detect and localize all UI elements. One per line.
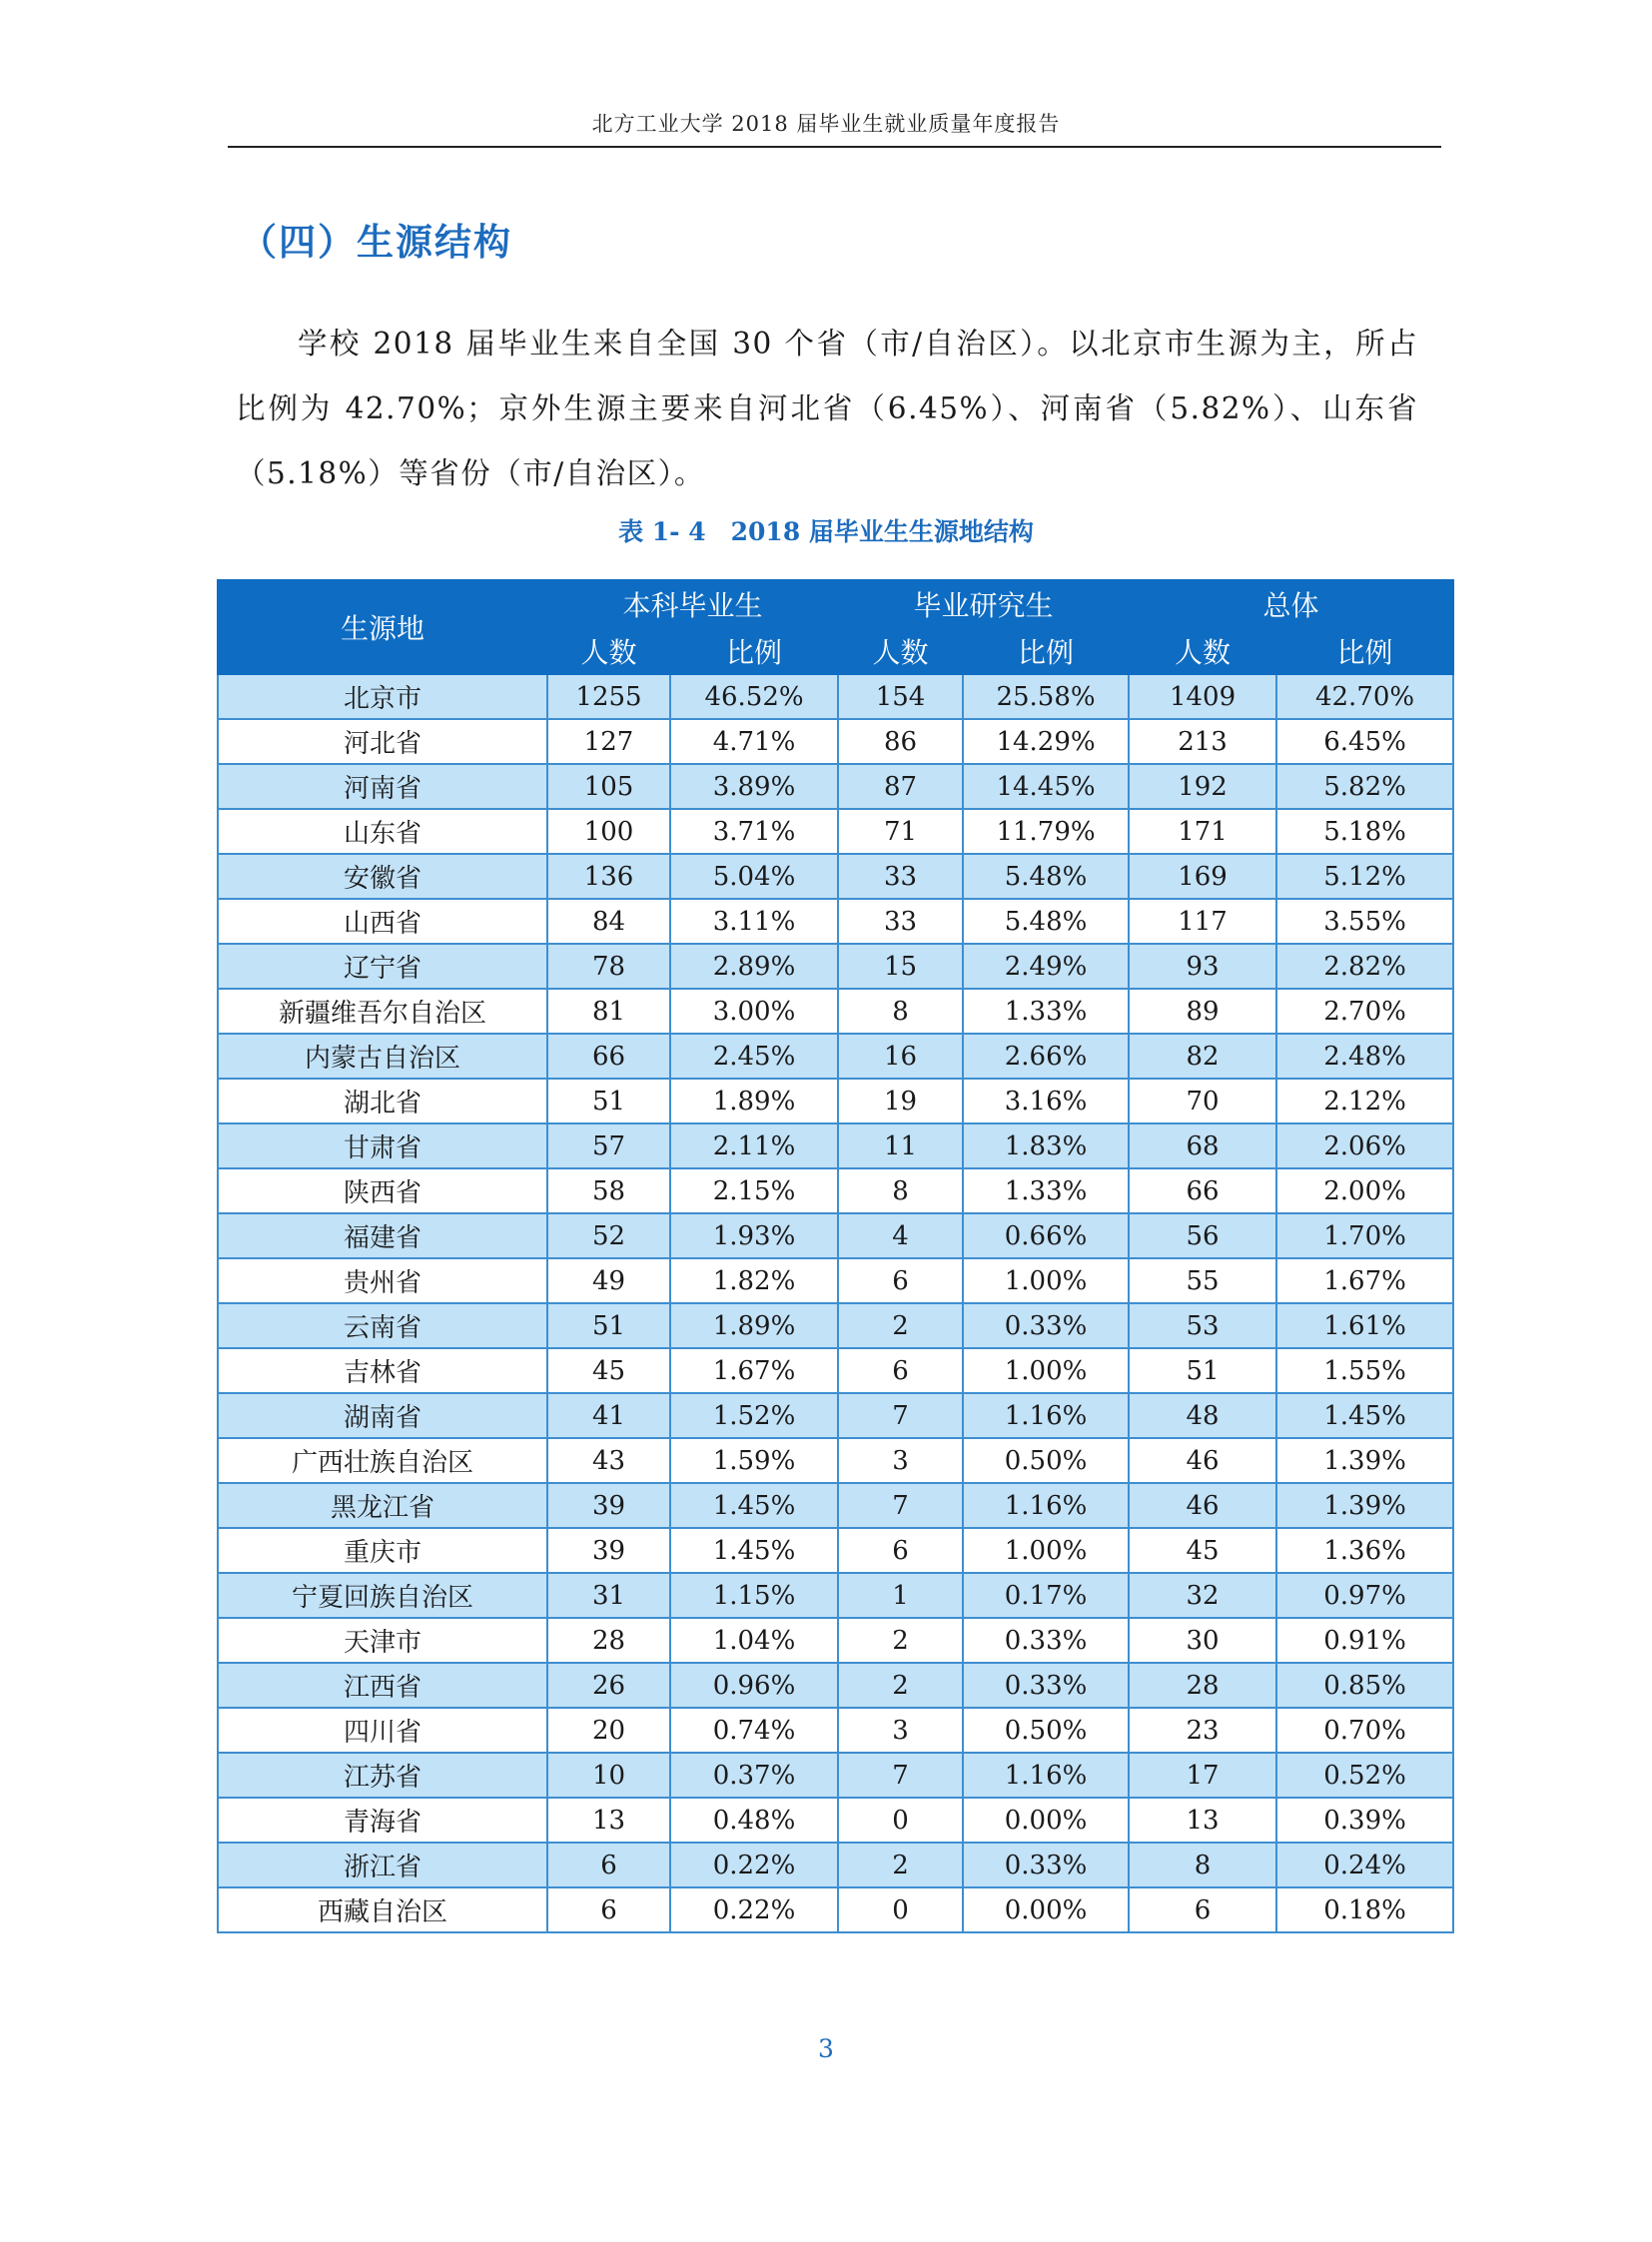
overall-ratio-cell: 0.91% [1276, 1618, 1453, 1663]
overall-ratio-cell: 0.85% [1276, 1663, 1453, 1708]
undergrad-count-cell: 28 [547, 1618, 670, 1663]
overall-count-cell: 46 [1129, 1438, 1276, 1483]
overall-count-cell: 23 [1129, 1708, 1276, 1753]
overall-count-cell: 13 [1129, 1798, 1276, 1843]
undergrad-count-cell: 81 [547, 989, 670, 1034]
overall-count-cell: 169 [1129, 854, 1276, 899]
undergrad-count-cell: 39 [547, 1483, 670, 1528]
undergrad-count-cell: 136 [547, 854, 670, 899]
overall-ratio-cell: 0.18% [1276, 1887, 1453, 1932]
undergrad-count-cell: 127 [547, 719, 670, 764]
undergrad-ratio-cell: 1.89% [670, 1079, 838, 1123]
origin-cell: 江西省 [218, 1663, 547, 1708]
postgrad-count-cell: 6 [838, 1348, 963, 1393]
postgrad-ratio-cell: 0.33% [963, 1303, 1129, 1348]
overall-ratio-cell: 5.18% [1276, 809, 1453, 854]
undergrad-ratio-cell: 46.52% [670, 674, 838, 719]
overall-count-cell: 48 [1129, 1393, 1276, 1438]
postgrad-ratio-cell: 0.00% [963, 1887, 1129, 1932]
undergrad-ratio-cell: 1.82% [670, 1258, 838, 1303]
overall-ratio-cell: 1.39% [1276, 1438, 1453, 1483]
postgrad-ratio-cell: 2.66% [963, 1034, 1129, 1079]
origin-cell: 重庆市 [218, 1528, 547, 1573]
table-row [218, 1079, 1453, 1123]
overall-ratio-cell: 6.45% [1276, 719, 1453, 764]
section-title: （四）生源结构 [240, 221, 512, 264]
postgrad-ratio-cell: 1.00% [963, 1528, 1129, 1573]
overall-count-cell: 70 [1129, 1079, 1276, 1123]
undergrad-count-cell: 10 [547, 1753, 670, 1798]
undergrad-count-cell: 43 [547, 1438, 670, 1483]
postgrad-ratio-cell: 0.17% [963, 1573, 1129, 1618]
origin-cell: 湖南省 [218, 1393, 547, 1438]
origin-cell: 青海省 [218, 1798, 547, 1843]
postgrad-count-cell: 15 [838, 944, 963, 989]
overall-ratio-cell: 5.12% [1276, 854, 1453, 899]
overall-count-cell: 192 [1129, 764, 1276, 809]
undergrad-count-cell: 51 [547, 1303, 670, 1348]
overall-count-cell: 51 [1129, 1348, 1276, 1393]
overall-count-cell: 55 [1129, 1258, 1276, 1303]
overall-ratio-cell: 2.70% [1276, 989, 1453, 1034]
undergrad-ratio-cell: 1.67% [670, 1348, 838, 1393]
postgrad-count-cell: 11 [838, 1123, 963, 1168]
undergrad-ratio-cell: 2.15% [670, 1168, 838, 1213]
overall-ratio-cell: 1.55% [1276, 1348, 1453, 1393]
overall-ratio-cell: 2.00% [1276, 1168, 1453, 1213]
table-row [218, 1618, 1453, 1663]
overall-count-cell: 93 [1129, 944, 1276, 989]
undergrad-ratio-cell: 0.74% [670, 1708, 838, 1753]
origin-cell: 福建省 [218, 1213, 547, 1258]
undergrad-ratio-cell: 1.45% [670, 1528, 838, 1573]
overall-count-cell: 17 [1129, 1753, 1276, 1798]
overall-ratio-cell: 1.70% [1276, 1213, 1453, 1258]
undergrad-ratio-cell: 1.45% [670, 1483, 838, 1528]
header-undergrad: 本科毕业生 [547, 580, 838, 627]
table-row [218, 1528, 1453, 1573]
postgrad-ratio-cell: 0.50% [963, 1438, 1129, 1483]
header-overall-count: 人数 [1129, 627, 1276, 674]
undergrad-count-cell: 105 [547, 764, 670, 809]
table-row [218, 1213, 1453, 1258]
undergrad-ratio-cell: 0.37% [670, 1753, 838, 1798]
header-postgrad-ratio: 比例 [963, 627, 1129, 674]
postgrad-count-cell: 7 [838, 1393, 963, 1438]
undergrad-ratio-cell: 0.48% [670, 1798, 838, 1843]
postgrad-ratio-cell: 2.49% [963, 944, 1129, 989]
postgrad-ratio-cell: 3.16% [963, 1079, 1129, 1123]
origin-cell: 江苏省 [218, 1753, 547, 1798]
postgrad-ratio-cell: 14.45% [963, 764, 1129, 809]
origin-cell: 新疆维吾尔自治区 [218, 989, 547, 1034]
overall-ratio-cell: 2.48% [1276, 1034, 1453, 1079]
postgrad-ratio-cell: 25.58% [963, 674, 1129, 719]
undergrad-ratio-cell: 1.59% [670, 1438, 838, 1483]
postgrad-ratio-cell: 5.48% [963, 899, 1129, 944]
undergrad-ratio-cell: 3.71% [670, 809, 838, 854]
table-row [218, 944, 1453, 989]
undergrad-ratio-cell: 1.89% [670, 1303, 838, 1348]
postgrad-ratio-cell: 5.48% [963, 854, 1129, 899]
postgrad-count-cell: 0 [838, 1798, 963, 1843]
overall-count-cell: 66 [1129, 1168, 1276, 1213]
running-header: 北方工业大学 2018 届毕业生就业质量年度报告 [591, 112, 1061, 136]
origin-cell: 黑龙江省 [218, 1483, 547, 1528]
table-row [218, 1393, 1453, 1438]
overall-ratio-cell: 42.70% [1276, 674, 1453, 719]
postgrad-count-cell: 19 [838, 1079, 963, 1123]
undergrad-ratio-cell: 4.71% [670, 719, 838, 764]
intro-paragraph: 学校 2018 届毕业生来自全国 30 个省（市/自治区）。以北京市生源为主，所占比例为 42.70%；京外生源主要来自河北省（6.45%）、河南省（5.82%）、山东省（5.18%）等省份（市/自治区）。 [236, 327, 1418, 490]
overall-ratio-cell: 0.70% [1276, 1708, 1453, 1753]
undergrad-ratio-cell: 2.11% [670, 1123, 838, 1168]
overall-ratio-cell: 2.06% [1276, 1123, 1453, 1168]
overall-count-cell: 213 [1129, 719, 1276, 764]
undergrad-count-cell: 26 [547, 1663, 670, 1708]
overall-count-cell: 46 [1129, 1483, 1276, 1528]
undergrad-ratio-cell: 3.11% [670, 899, 838, 944]
overall-count-cell: 8 [1129, 1843, 1276, 1887]
undergrad-count-cell: 20 [547, 1708, 670, 1753]
postgrad-ratio-cell: 0.33% [963, 1663, 1129, 1708]
origin-cell: 湖北省 [218, 1079, 547, 1123]
table-row [218, 1034, 1453, 1079]
postgrad-count-cell: 2 [838, 1303, 963, 1348]
undergrad-count-cell: 45 [547, 1348, 670, 1393]
table-row [218, 1843, 1453, 1887]
origin-cell: 河北省 [218, 719, 547, 764]
undergrad-ratio-cell: 1.04% [670, 1618, 838, 1663]
table-caption: 表 1- 4 2018 届毕业生生源地结构 [618, 517, 1034, 546]
table-row [218, 899, 1453, 944]
postgrad-ratio-cell: 1.33% [963, 1168, 1129, 1213]
origin-cell: 山东省 [218, 809, 547, 854]
undergrad-count-cell: 78 [547, 944, 670, 989]
table-row [218, 1663, 1453, 1708]
overall-count-cell: 28 [1129, 1663, 1276, 1708]
postgrad-count-cell: 0 [838, 1887, 963, 1932]
overall-ratio-cell: 0.97% [1276, 1573, 1453, 1618]
table-row [218, 1348, 1453, 1393]
postgrad-count-cell: 154 [838, 674, 963, 719]
undergrad-count-cell: 58 [547, 1168, 670, 1213]
overall-count-cell: 171 [1129, 809, 1276, 854]
origin-cell: 河南省 [218, 764, 547, 809]
origin-cell: 云南省 [218, 1303, 547, 1348]
undergrad-ratio-cell: 1.15% [670, 1573, 838, 1618]
postgrad-count-cell: 2 [838, 1663, 963, 1708]
origin-cell: 贵州省 [218, 1258, 547, 1303]
postgrad-count-cell: 33 [838, 899, 963, 944]
table-row [218, 1303, 1453, 1348]
undergrad-count-cell: 52 [547, 1213, 670, 1258]
header-overall: 总体 [1129, 580, 1453, 627]
origin-cell: 陕西省 [218, 1168, 547, 1213]
undergrad-ratio-cell: 3.00% [670, 989, 838, 1034]
table-row [218, 809, 1453, 854]
table-row [218, 719, 1453, 764]
undergrad-ratio-cell: 2.45% [670, 1034, 838, 1079]
postgrad-ratio-cell: 0.66% [963, 1213, 1129, 1258]
table-row [218, 1798, 1453, 1843]
postgrad-ratio-cell: 1.16% [963, 1393, 1129, 1438]
table-header [218, 580, 1453, 674]
undergrad-count-cell: 31 [547, 1573, 670, 1618]
undergrad-count-cell: 41 [547, 1393, 670, 1438]
table-row [218, 674, 1453, 719]
overall-ratio-cell: 3.55% [1276, 899, 1453, 944]
overall-count-cell: 6 [1129, 1887, 1276, 1932]
table-row [218, 1438, 1453, 1483]
postgrad-ratio-cell: 1.16% [963, 1753, 1129, 1798]
undergrad-count-cell: 49 [547, 1258, 670, 1303]
overall-count-cell: 53 [1129, 1303, 1276, 1348]
postgrad-ratio-cell: 1.00% [963, 1258, 1129, 1303]
postgrad-count-cell: 71 [838, 809, 963, 854]
origin-cell: 宁夏回族自治区 [218, 1573, 547, 1618]
table-body [218, 674, 1453, 1932]
origin-table [217, 579, 1454, 1933]
undergrad-ratio-cell: 5.04% [670, 854, 838, 899]
overall-ratio-cell: 0.24% [1276, 1843, 1453, 1887]
undergrad-count-cell: 39 [547, 1528, 670, 1573]
undergrad-count-cell: 6 [547, 1843, 670, 1887]
undergrad-ratio-cell: 2.89% [670, 944, 838, 989]
postgrad-ratio-cell: 0.33% [963, 1843, 1129, 1887]
origin-cell: 天津市 [218, 1618, 547, 1663]
postgrad-ratio-cell: 14.29% [963, 719, 1129, 764]
undergrad-count-cell: 100 [547, 809, 670, 854]
origin-cell: 甘肃省 [218, 1123, 547, 1168]
undergrad-count-cell: 1255 [547, 674, 670, 719]
origin-cell: 广西壮族自治区 [218, 1438, 547, 1483]
origin-cell: 西藏自治区 [218, 1887, 547, 1932]
postgrad-count-cell: 33 [838, 854, 963, 899]
undergrad-ratio-cell: 3.89% [670, 764, 838, 809]
origin-cell: 内蒙古自治区 [218, 1034, 547, 1079]
table-row [218, 989, 1453, 1034]
header-postgrad-count: 人数 [838, 627, 963, 674]
header-rule [228, 146, 1441, 148]
postgrad-count-cell: 4 [838, 1213, 963, 1258]
overall-count-cell: 1409 [1129, 674, 1276, 719]
table-row [218, 1483, 1453, 1528]
postgrad-count-cell: 6 [838, 1258, 963, 1303]
postgrad-ratio-cell: 0.33% [963, 1618, 1129, 1663]
undergrad-ratio-cell: 1.52% [670, 1393, 838, 1438]
table-row [218, 1168, 1453, 1213]
overall-ratio-cell: 0.52% [1276, 1753, 1453, 1798]
postgrad-count-cell: 3 [838, 1708, 963, 1753]
postgrad-count-cell: 3 [838, 1438, 963, 1483]
origin-cell: 辽宁省 [218, 944, 547, 989]
header-undergrad-count: 人数 [547, 627, 670, 674]
postgrad-count-cell: 2 [838, 1618, 963, 1663]
table-row [218, 854, 1453, 899]
postgrad-count-cell: 1 [838, 1573, 963, 1618]
table-row [218, 1708, 1453, 1753]
overall-ratio-cell: 2.12% [1276, 1079, 1453, 1123]
overall-count-cell: 82 [1129, 1034, 1276, 1079]
undergrad-count-cell: 84 [547, 899, 670, 944]
undergrad-ratio-cell: 0.22% [670, 1887, 838, 1932]
overall-ratio-cell: 1.61% [1276, 1303, 1453, 1348]
origin-cell: 吉林省 [218, 1348, 547, 1393]
header-overall-ratio: 比例 [1276, 627, 1453, 674]
postgrad-count-cell: 87 [838, 764, 963, 809]
postgrad-count-cell: 8 [838, 1168, 963, 1213]
origin-cell: 浙江省 [218, 1843, 547, 1887]
undergrad-ratio-cell: 1.93% [670, 1213, 838, 1258]
overall-count-cell: 68 [1129, 1123, 1276, 1168]
origin-cell: 山西省 [218, 899, 547, 944]
header-undergrad-ratio: 比例 [670, 627, 838, 674]
header-postgrad: 毕业研究生 [838, 580, 1129, 627]
header-origin: 生源地 [218, 580, 547, 674]
postgrad-count-cell: 86 [838, 719, 963, 764]
undergrad-ratio-cell: 0.22% [670, 1843, 838, 1887]
table-row [218, 1887, 1453, 1932]
table-row [218, 1123, 1453, 1168]
table-row [218, 1573, 1453, 1618]
table-row [218, 1753, 1453, 1798]
postgrad-ratio-cell: 0.50% [963, 1708, 1129, 1753]
postgrad-ratio-cell: 0.00% [963, 1798, 1129, 1843]
postgrad-count-cell: 8 [838, 989, 963, 1034]
postgrad-count-cell: 7 [838, 1753, 963, 1798]
overall-ratio-cell: 1.36% [1276, 1528, 1453, 1573]
undergrad-count-cell: 13 [547, 1798, 670, 1843]
overall-ratio-cell: 5.82% [1276, 764, 1453, 809]
postgrad-ratio-cell: 1.33% [963, 989, 1129, 1034]
undergrad-count-cell: 57 [547, 1123, 670, 1168]
postgrad-ratio-cell: 1.83% [963, 1123, 1129, 1168]
overall-count-cell: 45 [1129, 1528, 1276, 1573]
overall-count-cell: 117 [1129, 899, 1276, 944]
origin-cell: 安徽省 [218, 854, 547, 899]
overall-ratio-cell: 1.67% [1276, 1258, 1453, 1303]
overall-count-cell: 89 [1129, 989, 1276, 1034]
overall-ratio-cell: 2.82% [1276, 944, 1453, 989]
postgrad-count-cell: 6 [838, 1528, 963, 1573]
table-row [218, 1258, 1453, 1303]
undergrad-count-cell: 6 [547, 1887, 670, 1932]
table-row [218, 764, 1453, 809]
postgrad-count-cell: 7 [838, 1483, 963, 1528]
undergrad-count-cell: 51 [547, 1079, 670, 1123]
undergrad-ratio-cell: 0.96% [670, 1663, 838, 1708]
postgrad-count-cell: 2 [838, 1843, 963, 1887]
postgrad-count-cell: 16 [838, 1034, 963, 1079]
postgrad-ratio-cell: 1.16% [963, 1483, 1129, 1528]
overall-count-cell: 32 [1129, 1573, 1276, 1618]
overall-count-cell: 56 [1129, 1213, 1276, 1258]
overall-count-cell: 30 [1129, 1618, 1276, 1663]
postgrad-ratio-cell: 11.79% [963, 809, 1129, 854]
overall-ratio-cell: 1.39% [1276, 1483, 1453, 1528]
postgrad-ratio-cell: 1.00% [963, 1348, 1129, 1393]
page-number: 3 [818, 2034, 834, 2063]
undergrad-count-cell: 66 [547, 1034, 670, 1079]
overall-ratio-cell: 0.39% [1276, 1798, 1453, 1843]
origin-cell: 四川省 [218, 1708, 547, 1753]
origin-cell: 北京市 [218, 674, 547, 719]
overall-ratio-cell: 1.45% [1276, 1393, 1453, 1438]
